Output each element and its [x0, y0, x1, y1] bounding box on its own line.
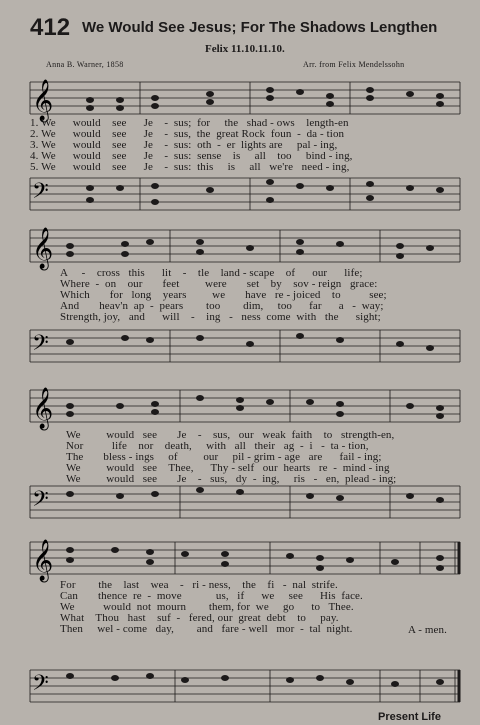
- arranger-credit: Arr. from Felix Mendelssohn: [303, 60, 405, 69]
- verse-line: 1. We would see Je - sus; for the shad - ows length-en: [30, 117, 349, 129]
- notes: [66, 239, 434, 259]
- verse-line: 4. We would see Je - sus: sense is all too bind - ing,: [30, 150, 353, 162]
- bass-notes: [66, 673, 444, 687]
- bass-staff: [30, 486, 460, 518]
- treble-staff: [30, 79, 460, 122]
- treble-clef-icon: 𝄞: [32, 228, 54, 269]
- bass-clef-icon: 𝄢: [32, 671, 49, 701]
- treble-staff: [30, 230, 460, 262]
- bass-staff: [30, 178, 460, 210]
- treble-clef-icon: 𝄞: [32, 540, 54, 581]
- verse-line: Where - on our feet were set by sov - reign grace:: [60, 278, 378, 290]
- verse-line: Which for long years we have re - joiced to see;: [60, 289, 387, 301]
- verse-line: What Thou hast suf - fered, our great debt to pay.: [60, 612, 339, 624]
- verse-line: The bless - ings of our pil - grim - age are fail - ing;: [66, 451, 382, 463]
- verse-line: A - cross this lit - tle land - scape of our life;: [60, 267, 363, 279]
- verse-line: We would not mourn them, for we go to Thee.: [60, 601, 354, 613]
- verse-line: 2. We would see Je - sus, the great Rock foun - da - tion: [30, 128, 345, 140]
- notes: [66, 395, 444, 419]
- bass-notes: [66, 487, 444, 503]
- bass-notes: [66, 333, 434, 351]
- amen: A - men.: [408, 624, 447, 636]
- treble-staff: [30, 390, 460, 422]
- bass-clef-icon: 𝄢: [32, 179, 49, 209]
- verse-line: We would see Je - sus, our weak faith to strength-en,: [66, 429, 395, 441]
- verse-line: And heav'n ap - pears too dim, too far a - way;: [60, 300, 384, 312]
- verse-line: Then wel - come day, and fare - well mor - tal night.: [60, 623, 353, 635]
- verse-line: Can thence re - move us, if we see His face.: [60, 590, 363, 602]
- tune-name-meter: Felix 11.10.11.10.: [205, 43, 285, 55]
- topic-footer: Present Life: [378, 711, 441, 723]
- verse-line: Nor life nor death, with all their ag - i - ta - tion,: [66, 440, 369, 452]
- bass-clef-icon: 𝄢: [32, 487, 49, 517]
- verse-line: Strength, joy, and will - ing - ness come with the sight;: [60, 311, 381, 323]
- treble-clef-icon: 𝄞: [32, 388, 54, 429]
- bass-staff: [30, 330, 460, 362]
- verse-line: For the last wea - ri - ness, the fi - nal strife.: [60, 579, 338, 591]
- notes: [66, 547, 444, 571]
- treble-clef-icon: 𝄞: [32, 80, 54, 121]
- hymn-title: We Would See Jesus; For The Shadows Lengthen: [82, 19, 438, 36]
- treble-staff: [30, 542, 460, 574]
- author-credit: Anna B. Warner, 1858: [46, 60, 124, 69]
- verse-line: We would see Je - sus, dy - ing, ris - en, plead - ing;: [66, 473, 397, 485]
- verse-line: 5. We would see Je - sus: this is all we're need - ing,: [30, 161, 350, 173]
- bass-clef-icon: 𝄢: [32, 331, 49, 361]
- verse-line: 3. We would see Je - sus: oth - er lights are pal - ing,: [30, 139, 338, 151]
- hymn-number: 412: [30, 14, 71, 41]
- verse-line: We would see Thee, Thy - self our hearts re - mind - ing: [66, 462, 390, 474]
